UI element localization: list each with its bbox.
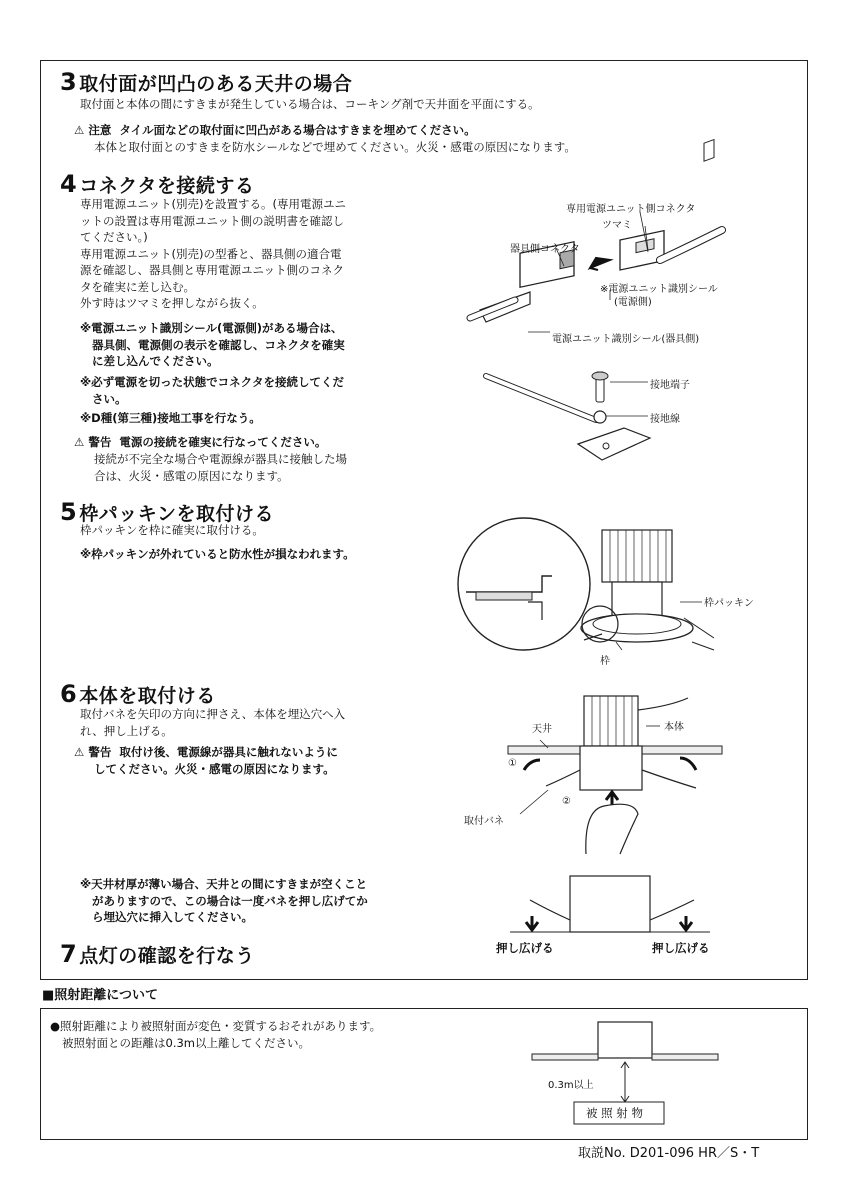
label-distance: 0.3m以上 <box>548 1080 594 1091</box>
section-5-title: 5 枠パッキンを取付ける <box>60 498 275 526</box>
label-ground-wire: 接地線 <box>650 414 680 425</box>
install-diagram <box>500 690 730 860</box>
section-4-note-3: ※D種(第三種)接地工事を行なう。 <box>80 411 261 425</box>
section-4-note-2: ※必ず電源を切った状態でコネクタを接続してくだ さい。 <box>80 375 344 406</box>
label-fixture-connector: 器具側コネクタ <box>510 244 580 255</box>
caution-label: ⚠ 注意 <box>74 123 112 137</box>
label-spread-right: 押し広げる <box>652 941 710 955</box>
section-4-body: 専用電源ユニット(別売)を設置する。(専用電源ユニ ットの設置は専用電源ユニット側の説明書を確認し てください。) 専用電源ユニット(別売)の型番と、器具側の適合電 源を確認し、器具側と専用電源ユニット側のコネク タを確実に差し込む。 外す時はツマミを押しながら抜く。 <box>80 197 346 310</box>
irradiation-heading: ■照射距離について <box>42 988 159 1003</box>
document-number: 取説No. D201-096 HR／S・T <box>578 1146 760 1161</box>
label-frame: 枠 <box>600 656 610 667</box>
warning-label: ⚠ 警告 <box>74 435 112 449</box>
section-6-warning-sub: してください。火災・感電の原因になります。 <box>94 762 335 776</box>
section-4-warning: ⚠ 警告 電源の接続を確実に行なってください。 <box>74 435 327 449</box>
label-irradiated-object: 被 照 射 物 <box>586 1106 643 1120</box>
label-spring: 取付バネ <box>464 816 504 827</box>
spread-spring-diagram <box>510 870 720 940</box>
label-spread-left: 押し広げる <box>496 941 554 955</box>
label-mark-1: ① <box>508 758 517 769</box>
ground-terminal-diagram <box>484 370 664 470</box>
section-3-caution-sub: 本体と取付面とのすきまを防水シールなどで埋めてください。火災・感電の原因になります。 <box>94 140 576 154</box>
label-frame-packing: 枠パッキン <box>704 598 754 609</box>
section-5-body: 枠パッキンを枠に確実に取付ける。 <box>80 523 264 537</box>
section-4-title: 4 コネクタを接続する <box>60 170 255 198</box>
section-6-title: 6 本体を取付ける <box>60 680 216 708</box>
label-power-seal: ※電源ユニット識別シール (電源側) <box>600 284 718 308</box>
irradiation-line-2: 被照射面との距離は0.3m以上離してください。 <box>62 1036 310 1050</box>
section-3-caution: ⚠ 注意 タイル面などの取付面に凹凸がある場合はすきまを埋めてください。 <box>74 123 476 137</box>
section-6-note: ※天井材厚が薄い場合、天井との間にすきまが空くこと がありますので、この場合は一度バネを押し広げてか ら埋込穴に挿入してください。 <box>80 877 368 924</box>
label-ground-terminal: 接地端子 <box>650 380 690 391</box>
section-3-body: 取付面と本体の間にすきまが発生している場合は、コーキング剤で天井面を平面にする。 <box>80 97 540 111</box>
label-mark-2: ② <box>562 796 571 807</box>
irradiation-line-1: ●照射距離により被照射面が変色・変質するおそれがあります。 <box>50 1019 382 1033</box>
label-ceiling: 天井 <box>532 724 552 735</box>
label-body: 本体 <box>664 722 684 733</box>
section-3-title: 3 取付面が凹凸のある天井の場合 <box>60 68 353 96</box>
section-6-warning: ⚠ 警告 取付け後、電源線が器具に触れないように <box>74 745 338 759</box>
section-4-warning-sub: 接続が不完全な場合や電源線が器具に接触した場 合は、火災・感電の原因になります。 <box>94 452 347 483</box>
section-5-note: ※枠パッキンが外れていると防水性が損なわれます。 <box>80 547 355 561</box>
label-knob: ツマミ <box>602 220 632 231</box>
section-6-body: 取付バネを矢印の方向に押さえ、本体を埋込穴へ入 れ、押し上げる。 <box>80 707 346 738</box>
label-fixture-seal: 電源ユニット識別シール(器具側) <box>552 334 700 345</box>
section-4-note-1: ※電源ユニット識別シール(電源側)がある場合は、 器具側、電源側の表示を確認し、コネクタを確実 に差し込んでください。 <box>80 321 345 368</box>
section-7-title: 7 点灯の確認を行なう <box>60 940 255 968</box>
label-power-connector: 専用電源ユニット側コネクタ <box>566 204 696 215</box>
warning-label: ⚠ 警告 <box>74 745 112 759</box>
